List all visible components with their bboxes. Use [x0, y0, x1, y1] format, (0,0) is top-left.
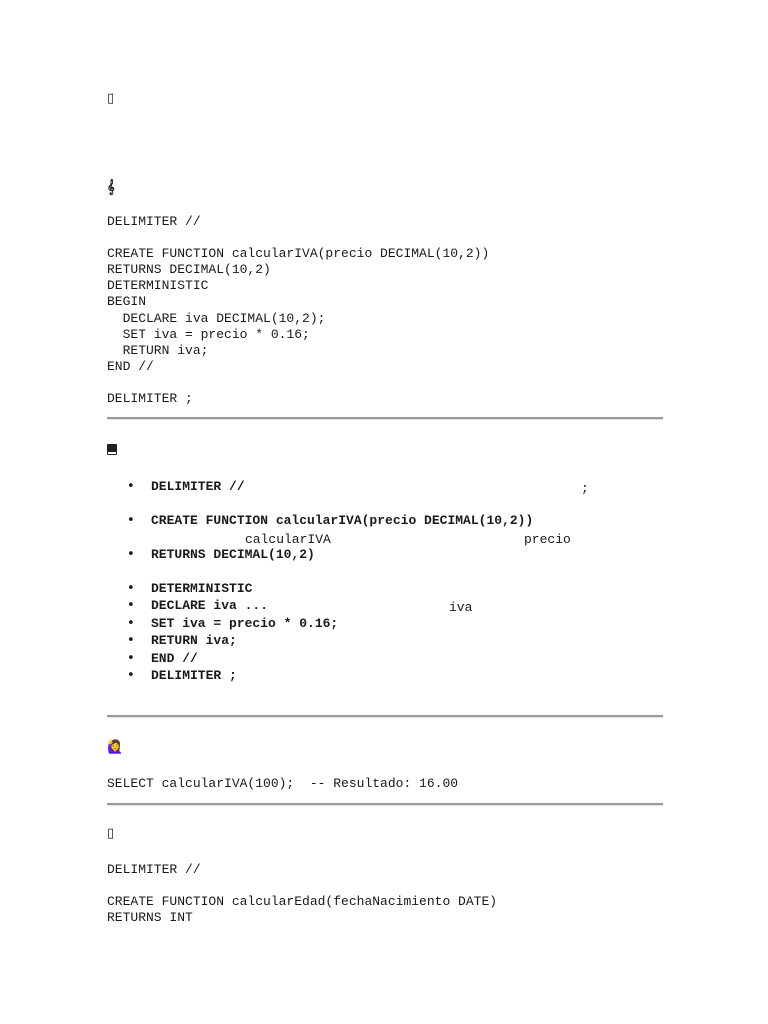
section-divider — [107, 803, 663, 806]
section-divider — [107, 417, 663, 420]
list-item: • DECLARE iva ... — [107, 597, 663, 615]
code-block-usage: SELECT calcularIVA(100); -- Resultado: 16.00 — [107, 776, 459, 791]
list-item: • DELIMITER // — [107, 478, 663, 496]
list-item: • CREATE FUNCTION calcularIVA(precio DECIMAL(10,2)) — [107, 512, 663, 530]
explanation-list — [107, 478, 663, 685]
list-item: • DELIMITER ; — [107, 667, 663, 685]
code-block-calcular-edad: DELIMITER // CREATE FUNCTION calcularEdad(fechaNacimiento DATE) RETURNS INT — [107, 862, 498, 926]
list-item-detail-text: calcularIVA — [245, 532, 331, 547]
list-item: • SET iva = precio * 0.16; — [107, 615, 663, 633]
list-item-detail-text: precio — [524, 532, 571, 547]
list-item: • RETURN iva; — [107, 632, 663, 650]
list-item-trailing-text: iva — [449, 600, 473, 615]
book-icon — [107, 444, 117, 460]
code-icon: 𝄞 — [107, 180, 115, 195]
section-divider — [107, 715, 663, 718]
list-item-trailing-text: ; — [581, 481, 589, 496]
person-icon: 🙋‍♀️ — [107, 740, 124, 755]
placeholder-icon: ▯ — [107, 826, 115, 841]
list-item: • DETERMINISTIC — [107, 580, 663, 598]
list-item: • END // — [107, 650, 663, 668]
list-item: • RETURNS DECIMAL(10,2) — [107, 546, 663, 564]
code-block-calcular-iva: DELIMITER // CREATE FUNCTION calcularIVA(precio DECIMAL(10,2)) RETURNS DECIMAL(10,2) DETERMINISTIC BEGIN DECLARE iva DECIMAL(10,2); SET iva = precio * 0.16; RETURN iva; END // DELIMITER ; — [107, 214, 490, 407]
placeholder-icon: ▯ — [107, 91, 115, 106]
